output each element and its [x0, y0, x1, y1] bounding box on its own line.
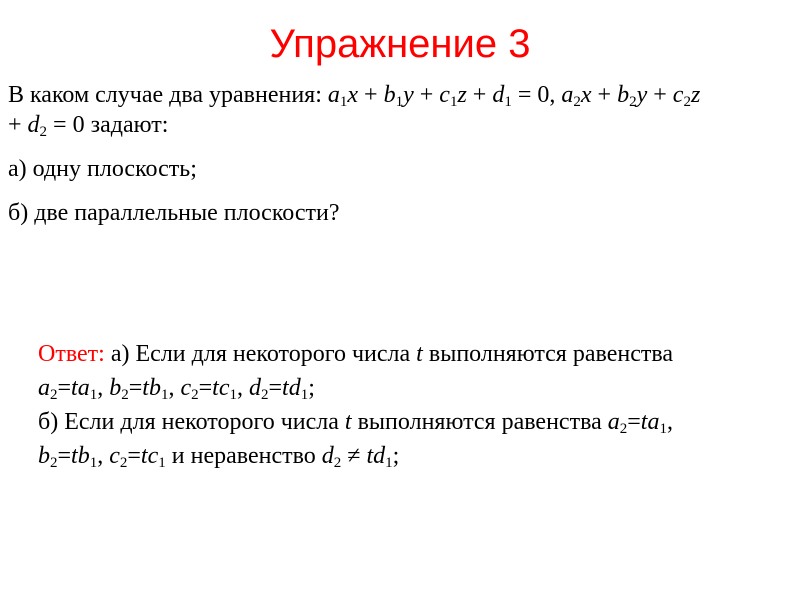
question-block [8, 80, 793, 228]
answer-b-line-1: б) Если для некоторого числа t выполняются равенства $a_2=ta_1$, [38, 409, 673, 437]
question-item-a: а) одну плоскость; [8, 156, 197, 182]
question-intro-end: задают: [90, 112, 169, 138]
question-line-2 [8, 110, 793, 140]
answer-block [38, 337, 778, 473]
answer-line-1 [38, 337, 778, 371]
question-item-b: б) две параллельные плоскости? [8, 200, 340, 226]
answer-a-text: а) Если для некоторого числа t выполняются равенства [110, 341, 674, 367]
equations-line-2: + $d_2 = 0$ [8, 112, 85, 140]
answer-a-equalities: $a_2=ta_1$, $b_2=tb_1$, $c_2=tc_1$, $d_2=td_1$; [38, 375, 315, 403]
question-intro-line [8, 80, 793, 110]
answer-label: Ответ: [38, 341, 105, 367]
question-intro: В каком случае два уравнения: [8, 82, 322, 108]
equations-line-1: $a_1x + b_1y + c_1z + d_1 = 0$, $a_2x + b_2y + c_2z$ [327, 82, 701, 110]
answer-b-line-2: $b_2=tb_1$, $c_2=tc_1$ и неравенство $d_2 \ne td_1$; [38, 443, 400, 471]
slide-title: Упражнение 3 [269, 22, 531, 66]
